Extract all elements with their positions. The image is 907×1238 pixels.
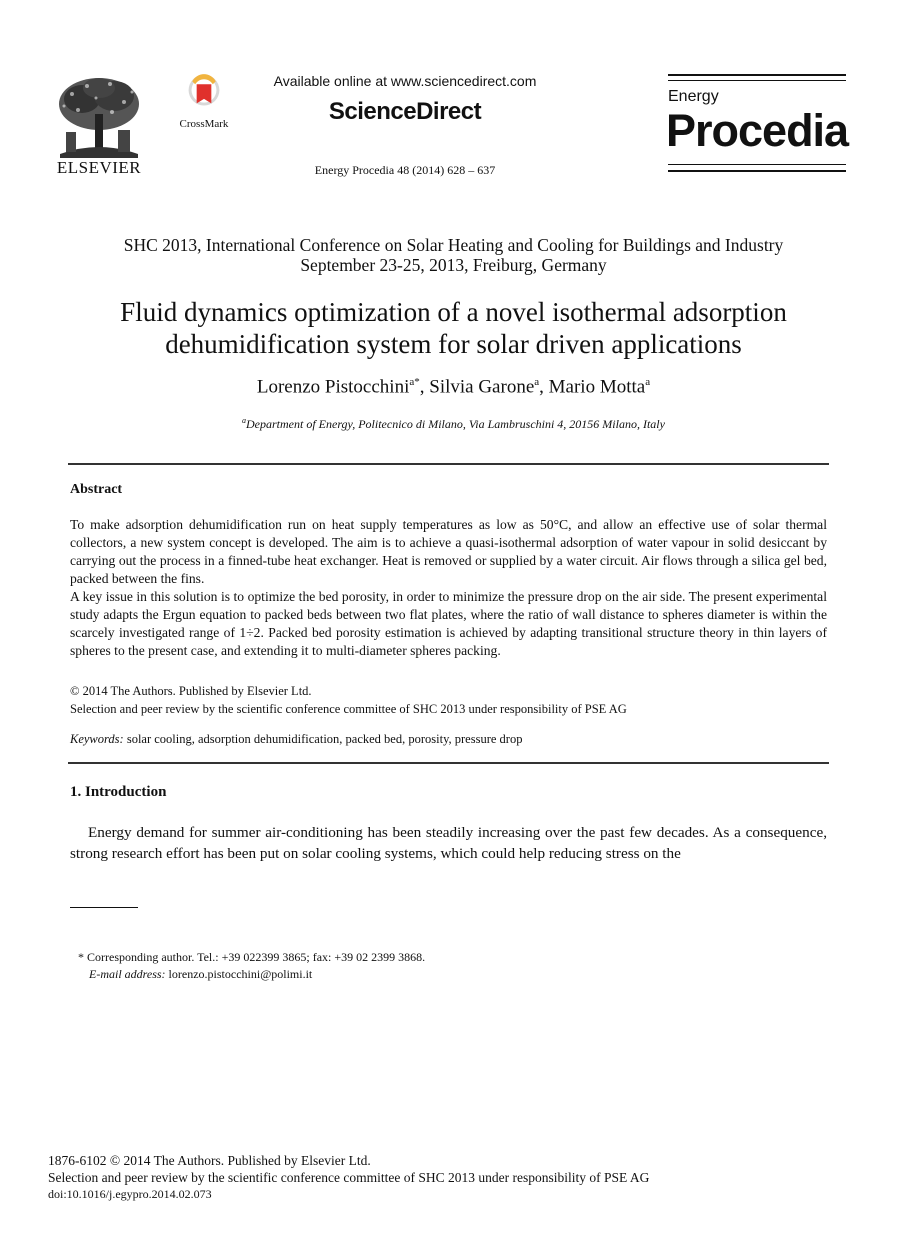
doi-link[interactable]: doi:10.1016/j.egypro.2014.02.073 [48, 1187, 212, 1201]
email-address[interactable]: lorenzo.pistocchini@polimi.it [168, 967, 313, 981]
logo-rule-top [668, 74, 846, 76]
logo-rule-bottom-thin [668, 164, 846, 165]
logo-rule-top-thin [668, 80, 846, 81]
title-line-1: Fluid dynamics optimization of a novel isothermal adsorption [120, 297, 787, 327]
logo-rule-bottom [668, 170, 846, 172]
abstract-heading: Abstract [70, 482, 123, 497]
author-name: Silvia Garone [429, 376, 535, 398]
author-affiliation-mark: a [534, 376, 540, 388]
affiliation [40, 416, 867, 432]
journal-reference: Energy Procedia 48 (2014) 628 – 637 [314, 163, 496, 177]
elsevier-wordmark: ELSEVIER [56, 158, 142, 177]
author-affiliation-mark: a [645, 376, 651, 388]
author-separator: , [419, 376, 430, 398]
conference-line-1: SHC 2013, International Conference on Solar Heating and Cooling for Buildings and Industry [123, 235, 784, 255]
abstract-copyright [70, 682, 827, 718]
paper-title [40, 296, 867, 360]
peer-review-line: Selection and peer review by the scientific conference committee of SHC 2013 under responsibility of PSE AG [70, 702, 627, 716]
author-separator: , [539, 376, 549, 398]
bottom-matter [48, 1153, 848, 1203]
available-online-text: Available online at www.sciencedirect.com [273, 73, 537, 89]
author-name: Mario Motta [548, 376, 646, 398]
email-label: E-mail address: [89, 967, 166, 981]
sciencedirect-logo: ScienceDirect [328, 98, 482, 125]
logo-procedia-word: Procedia [666, 105, 849, 156]
keywords-label: Keywords: [70, 732, 124, 746]
corresponding-author-footnote [78, 949, 778, 983]
keywords [70, 732, 827, 747]
divider-top [68, 463, 829, 465]
conference-info [40, 235, 867, 275]
footnote-rule [70, 907, 138, 908]
issn-copyright-line: 1876-6102 © 2014 The Authors. Published by Elsevier Ltd. [48, 1153, 371, 1168]
affiliation-mark: a [242, 416, 247, 425]
introduction-paragraph: Energy demand for summer air-conditioning has been steadily increasing over the past few decades. As a consequence, strong research effort has been put on solar cooling systems, which could help reducing stress on the [70, 824, 827, 862]
keywords-text: solar cooling, adsorption dehumidification, packed bed, porosity, pressure drop [126, 732, 523, 746]
logo-energy-word: Energy [668, 88, 719, 105]
conference-line-2: September 23-25, 2013, Freiburg, Germany [300, 255, 607, 275]
author-list [40, 376, 867, 398]
affiliation-text: Department of Energy, Politecnico di Milano, Via Lambruschini 4, 20156 Milano, Italy [246, 417, 665, 431]
divider-bottom [68, 762, 829, 764]
bottom-peer-review-line: Selection and peer review by the scientific conference committee of SHC 2013 under responsibility of PSE AG [48, 1169, 650, 1185]
crossmark-icon[interactable] [176, 74, 232, 118]
copyright-line: © 2014 The Authors. Published by Elsevier Ltd. [70, 684, 312, 698]
abstract-paragraph-2: A key issue in this solution is to optimize the bed porosity, in order to minimize the pressure drop on the air side. The present experimental study adapts the Ergun equation to packed beds between two flat plates, where the ratio of wall distance to spheres diameter is within the scarcely investigated range of 1÷2. Packed bed porosity estimation is achieved by adapting transitional structure theory in thin layers of spheres to the present case, and extending it to multi-diameter spheres packing. [70, 589, 827, 658]
crossmark-label: CrossMark [179, 118, 229, 130]
energy-procedia-logo [666, 74, 849, 176]
footnote-contact: * Corresponding author. Tel.: +39 022399 3865; fax: +39 02 2399 3868. [78, 950, 426, 964]
section-heading-introduction: 1. Introduction [70, 784, 167, 800]
abstract-body [70, 516, 827, 660]
footnote-email-line [78, 966, 778, 983]
author-affiliation-mark: a* [409, 376, 420, 388]
author-name: Lorenzo Pistocchini [256, 376, 410, 398]
abstract-paragraph-1: To make adsorption dehumidification run on heat supply temperatures as low as 50°C, and allow an effective use of solar thermal collectors, a new system concept is developed. The aim is to achieve a quasi-isothermal adsorption of water vapour in solid desiccant by carrying out the process in a finned-tube heat exchanger. Heat is removed or supplied by a water circuit. Air flows through a silica gel bed, packed between the fins. [70, 517, 827, 586]
title-line-2: dehumidification system for solar driven applications [165, 329, 742, 359]
